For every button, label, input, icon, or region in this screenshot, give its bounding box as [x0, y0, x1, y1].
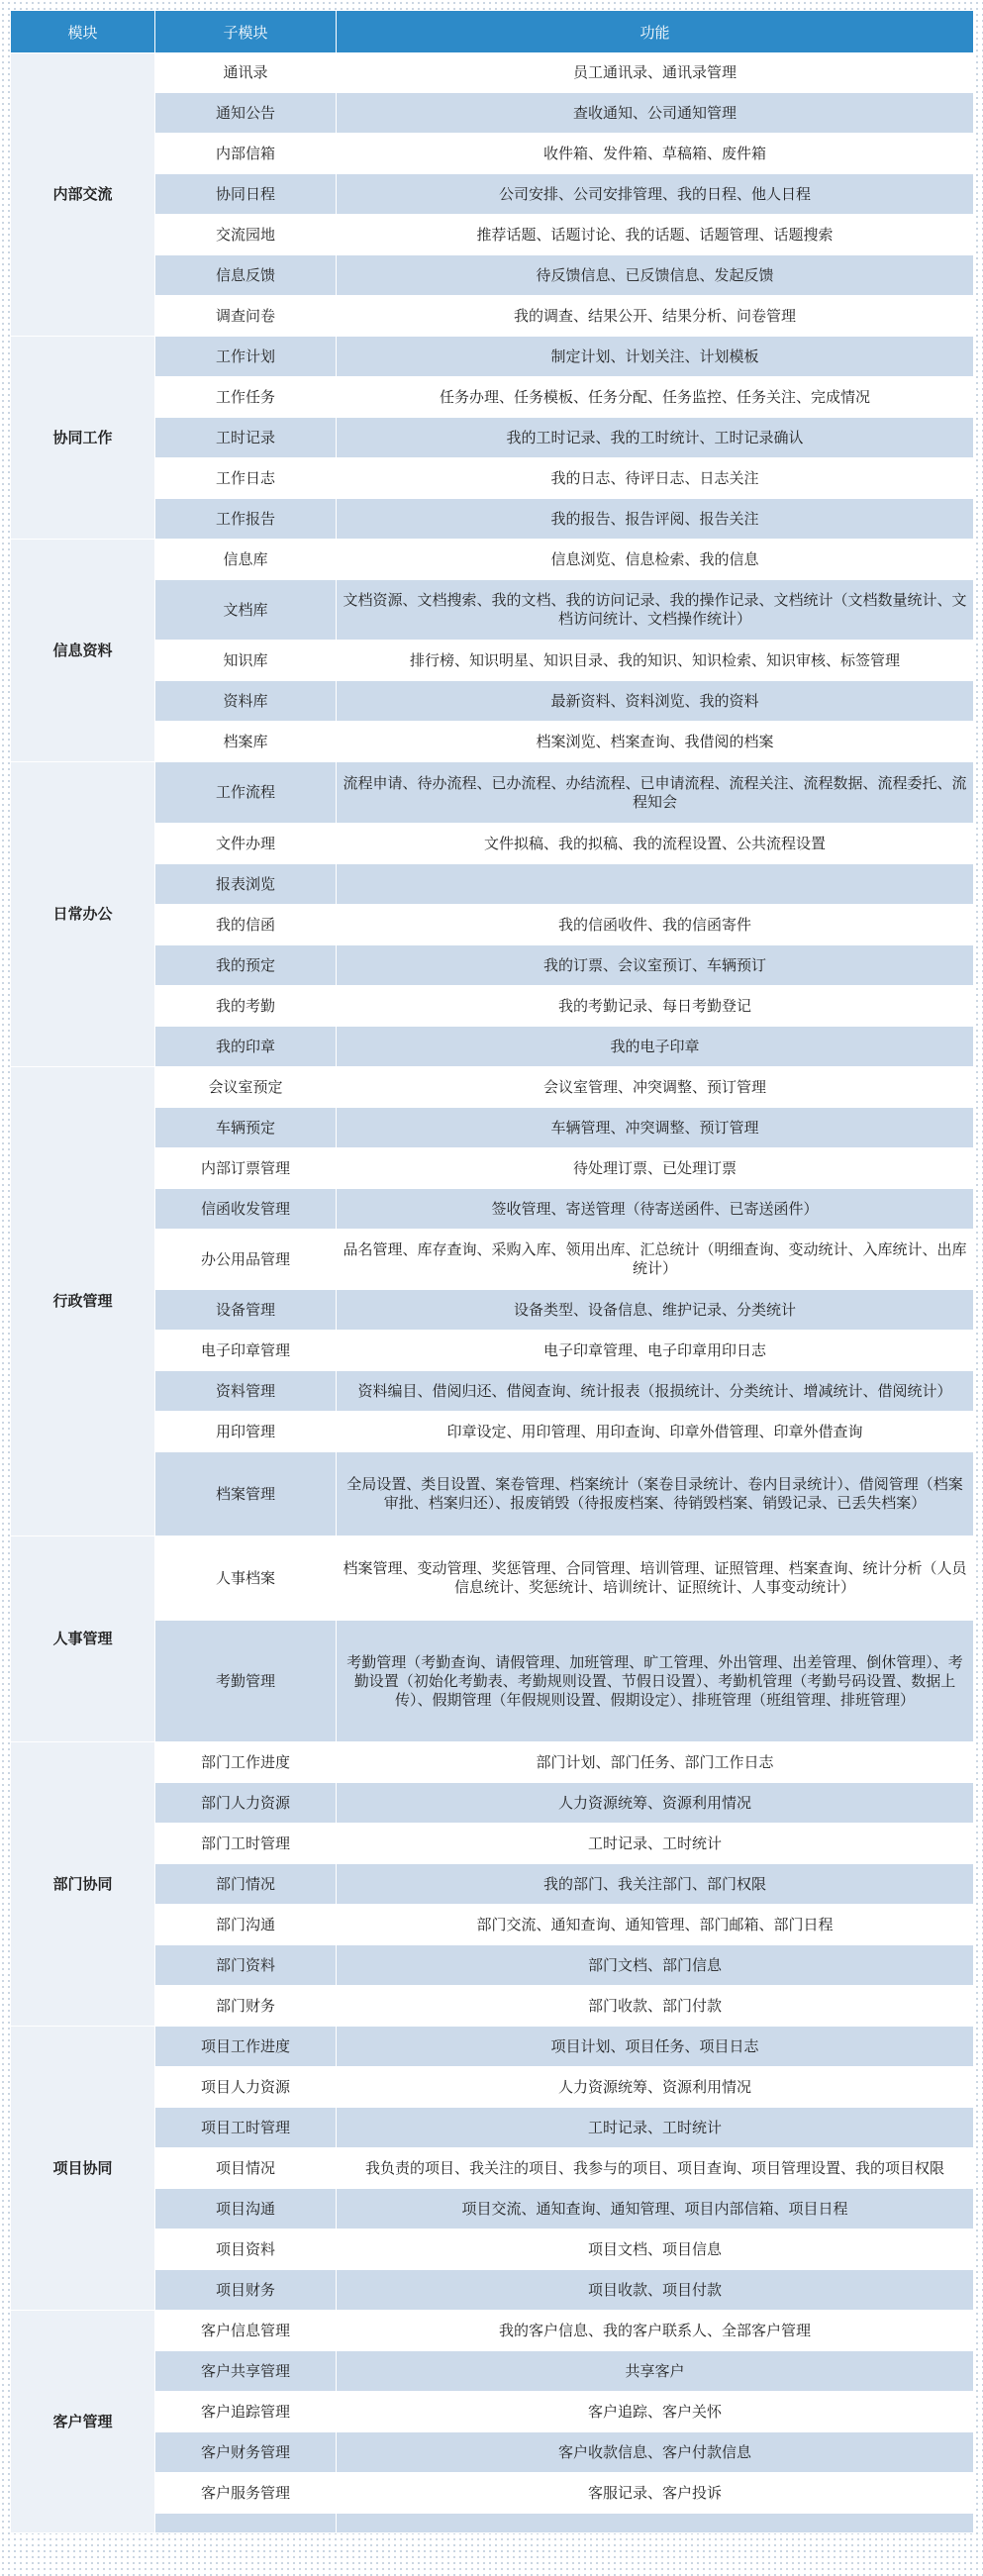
table-row: [11, 1905, 974, 1945]
function-cell: 收件箱、发件箱、草稿箱、废件箱: [337, 134, 974, 174]
submodule-cell: 文件办理: [155, 824, 337, 864]
function-cell: 我的订票、会议室预订、车辆预订: [337, 945, 974, 986]
table-row: [11, 215, 974, 255]
submodule-cell: 部门工时管理: [155, 1824, 337, 1864]
module-cell: 内部交流: [11, 53, 155, 337]
table-row: [11, 2229, 974, 2270]
function-cell: 档案浏览、档案查询、我借阅的档案: [337, 722, 974, 762]
function-cell: 我的工时记录、我的工时统计、工时记录确认: [337, 418, 974, 458]
function-cell: 部门交流、通知查询、通知管理、部门邮箱、部门日程: [337, 1905, 974, 1945]
function-cell: 客户追踪、客户关怀: [337, 2392, 974, 2432]
table-row: [11, 2027, 974, 2067]
table-row: [11, 864, 974, 905]
function-cell: 部门收款、部门付款: [337, 1986, 974, 2027]
function-cell: 客户收款信息、客户付款信息: [337, 2432, 974, 2473]
table-row: [11, 458, 974, 499]
function-cell: 我的报告、报告评阅、报告关注: [337, 499, 974, 540]
table-row: [11, 2108, 974, 2148]
table-row: [11, 93, 974, 134]
function-cell: 信息浏览、信息检索、我的信息: [337, 540, 974, 580]
function-cell: 我的电子印章: [337, 1027, 974, 1067]
function-cell: 客服记录、客户投诉: [337, 2473, 974, 2514]
submodule-cell: 部门资料: [155, 1945, 337, 1986]
submodule-cell: 项目沟通: [155, 2189, 337, 2229]
table-row: [11, 1621, 974, 1742]
submodule-cell: 项目资料: [155, 2229, 337, 2270]
table-row: [11, 824, 974, 864]
function-cell: 项目文档、项目信息: [337, 2229, 974, 2270]
function-cell: 项目收款、项目付款: [337, 2270, 974, 2311]
table-row: [11, 134, 974, 174]
submodule-cell: 设备管理: [155, 1290, 337, 1331]
table-row: [11, 641, 974, 681]
submodule-cell: 工作报告: [155, 499, 337, 540]
function-cell: 我负责的项目、我关注的项目、我参与的项目、项目查询、项目管理设置、我的项目权限: [337, 2148, 974, 2189]
table-row: [11, 2311, 974, 2351]
submodule-cell: 协同日程: [155, 174, 337, 215]
module-cell: 行政管理: [11, 1067, 155, 1536]
function-cell: 制定计划、计划关注、计划模板: [337, 337, 974, 377]
function-cell: 印章设定、用印管理、用印查询、印章外借管理、印章外借查询: [337, 1412, 974, 1452]
table-row: [11, 2067, 974, 2108]
table-row: [11, 580, 974, 641]
table-row: [11, 2473, 974, 2514]
table-row: [11, 2392, 974, 2432]
submodule-cell: 部门情况: [155, 1864, 337, 1905]
table-row: [11, 1986, 974, 2027]
submodule-cell: 客户追踪管理: [155, 2392, 337, 2432]
function-cell: 工时记录、工时统计: [337, 2108, 974, 2148]
table-row: [11, 1189, 974, 1230]
module-cell: 日常办公: [11, 762, 155, 1067]
table-row: [11, 337, 974, 377]
function-cell: 流程申请、待办流程、已办流程、办结流程、已申请流程、流程关注、流程数据、流程委托、流程知会: [337, 762, 974, 824]
submodule-cell: 客户信息管理: [155, 2311, 337, 2351]
submodule-cell: 办公用品管理: [155, 1230, 337, 1290]
function-cell: 文档资源、文档搜索、我的文档、我的访问记录、我的操作记录、文档统计（文档数量统计、文档访问统计、文档操作统计）: [337, 580, 974, 641]
submodule-cell: 人事档案: [155, 1536, 337, 1621]
table-row: [11, 296, 974, 337]
submodule-cell: 客户服务管理: [155, 2473, 337, 2514]
module-cell: 协同工作: [11, 337, 155, 540]
table-row: [11, 1290, 974, 1331]
submodule-cell: 客户共享管理: [155, 2351, 337, 2392]
function-cell: [337, 864, 974, 905]
submodule-cell: 电子印章管理: [155, 1331, 337, 1371]
function-cell: 考勤管理（考勤查询、请假管理、加班管理、旷工管理、外出管理、出差管理、倒休管理）、考勤设置（初始化考勤表、考勤规则设置、节假日设置）、考勤机管理（考勤号码设置、数据上传）、假期管理（年假规则设置、假期设定）、排班管理（班组管理、排班管理）: [337, 1621, 974, 1742]
table-row: [11, 2514, 974, 2533]
table-row: [11, 2189, 974, 2229]
table-row: [11, 2270, 974, 2311]
submodule-cell: 信函收发管理: [155, 1189, 337, 1230]
table-row: [11, 540, 974, 580]
table-row: [11, 1331, 974, 1371]
submodule-cell: [155, 2514, 337, 2533]
function-cell: 排行榜、知识明星、知识目录、我的知识、知识检索、知识审核、标签管理: [337, 641, 974, 681]
function-cell: 文件拟稿、我的拟稿、我的流程设置、公共流程设置: [337, 824, 974, 864]
submodule-cell: 部门财务: [155, 1986, 337, 2027]
function-cell: 工时记录、工时统计: [337, 1824, 974, 1864]
submodule-cell: 内部订票管理: [155, 1148, 337, 1189]
function-cell: 我的信函收件、我的信函寄件: [337, 905, 974, 945]
submodule-cell: 用印管理: [155, 1412, 337, 1452]
submodule-cell: 交流园地: [155, 215, 337, 255]
module-cell: 信息资料: [11, 540, 155, 762]
function-cell: 我的考勤记录、每日考勤登记: [337, 986, 974, 1027]
table-row: [11, 174, 974, 215]
submodule-cell: 通讯录: [155, 53, 337, 93]
table-row: [11, 53, 974, 93]
submodule-cell: 报表浏览: [155, 864, 337, 905]
function-cell: 部门文档、部门信息: [337, 1945, 974, 1986]
header-submodule: 子模块: [155, 11, 337, 53]
table-row: [11, 1412, 974, 1452]
submodule-cell: 信息库: [155, 540, 337, 580]
submodule-cell: 内部信箱: [155, 134, 337, 174]
submodule-cell: 我的预定: [155, 945, 337, 986]
function-cell: 签收管理、寄送管理（待寄送函件、已寄送函件）: [337, 1189, 974, 1230]
function-cell: 品名管理、库存查询、采购入库、领用出库、汇总统计（明细查询、变动统计、入库统计、出库统计）: [337, 1230, 974, 1290]
submodule-cell: 项目财务: [155, 2270, 337, 2311]
table-row: [11, 945, 974, 986]
table-row: [11, 986, 974, 1027]
submodule-cell: 部门工作进度: [155, 1742, 337, 1783]
function-cell: 档案管理、变动管理、奖惩管理、合同管理、培训管理、证照管理、档案查询、统计分析（人员信息统计、奖惩统计、培训统计、证照统计、人事变动统计）: [337, 1536, 974, 1621]
table-row: [11, 1148, 974, 1189]
function-cell: 我的日志、待评日志、日志关注: [337, 458, 974, 499]
submodule-cell: 工时记录: [155, 418, 337, 458]
table-row: [11, 255, 974, 296]
submodule-cell: 工作任务: [155, 377, 337, 418]
function-cell: 查收通知、公司通知管理: [337, 93, 974, 134]
function-cell: 待反馈信息、已反馈信息、发起反馈: [337, 255, 974, 296]
module-cell: 项目协同: [11, 2027, 155, 2311]
submodule-cell: 调查问卷: [155, 296, 337, 337]
submodule-cell: 档案管理: [155, 1452, 337, 1536]
module-cell: 部门协同: [11, 1742, 155, 2027]
table-row: [11, 1452, 974, 1536]
submodule-cell: 工作流程: [155, 762, 337, 824]
table-row: [11, 722, 974, 762]
submodule-cell: 文档库: [155, 580, 337, 641]
function-cell: 共享客户: [337, 2351, 974, 2392]
submodule-cell: 信息反馈: [155, 255, 337, 296]
module-cell: 客户管理: [11, 2311, 155, 2533]
table-row: [11, 1230, 974, 1290]
submodule-cell: 会议室预定: [155, 1067, 337, 1108]
submodule-cell: 工作计划: [155, 337, 337, 377]
submodule-cell: 资料管理: [155, 1371, 337, 1412]
function-cell: 我的客户信息、我的客户联系人、全部客户管理: [337, 2311, 974, 2351]
table-row: [11, 1108, 974, 1148]
table-row: [11, 1371, 974, 1412]
feature-table: [10, 10, 974, 2533]
function-cell: 人力资源统筹、资源利用情况: [337, 2067, 974, 2108]
submodule-cell: 我的考勤: [155, 986, 337, 1027]
table-row: [11, 1783, 974, 1824]
submodule-cell: 我的印章: [155, 1027, 337, 1067]
function-cell: 员工通讯录、通讯录管理: [337, 53, 974, 93]
module-cell: 人事管理: [11, 1536, 155, 1742]
submodule-cell: 项目人力资源: [155, 2067, 337, 2108]
table-row: [11, 681, 974, 722]
function-cell: 推荐话题、话题讨论、我的话题、话题管理、话题搜索: [337, 215, 974, 255]
function-cell: 我的调查、结果公开、结果分析、问卷管理: [337, 296, 974, 337]
submodule-cell: 通知公告: [155, 93, 337, 134]
table-row: [11, 2432, 974, 2473]
submodule-cell: 项目工作进度: [155, 2027, 337, 2067]
function-cell: 待处理订票、已处理订票: [337, 1148, 974, 1189]
table-row: [11, 905, 974, 945]
submodule-cell: 档案库: [155, 722, 337, 762]
table-row: [11, 1945, 974, 1986]
function-cell: 公司安排、公司安排管理、我的日程、他人日程: [337, 174, 974, 215]
function-cell: 任务办理、任务模板、任务分配、任务监控、任务关注、完成情况: [337, 377, 974, 418]
function-cell: 最新资料、资料浏览、我的资料: [337, 681, 974, 722]
submodule-cell: 资料库: [155, 681, 337, 722]
function-cell: 会议室管理、冲突调整、预订管理: [337, 1067, 974, 1108]
table-row: [11, 1536, 974, 1621]
submodule-cell: 车辆预定: [155, 1108, 337, 1148]
table-row: [11, 418, 974, 458]
function-cell: 部门计划、部门任务、部门工作日志: [337, 1742, 974, 1783]
table-row: [11, 2148, 974, 2189]
function-cell: 车辆管理、冲突调整、预订管理: [337, 1108, 974, 1148]
function-cell: 全局设置、类目设置、案卷管理、档案统计（案卷目录统计、卷内目录统计）、借阅管理（档案审批、档案归还）、报废销毁（待报废档案、待销毁档案、销毁记录、已丢失档案）: [337, 1452, 974, 1536]
table-row: [11, 1742, 974, 1783]
table-row: [11, 1067, 974, 1108]
function-cell: 人力资源统筹、资源利用情况: [337, 1783, 974, 1824]
feature-table-container: [10, 10, 973, 2533]
submodule-cell: 工作日志: [155, 458, 337, 499]
table-row: [11, 1027, 974, 1067]
submodule-cell: 部门人力资源: [155, 1783, 337, 1824]
table-header: [11, 11, 974, 53]
submodule-cell: 项目工时管理: [155, 2108, 337, 2148]
function-cell: 电子印章管理、电子印章用印日志: [337, 1331, 974, 1371]
submodule-cell: 部门沟通: [155, 1905, 337, 1945]
function-cell: 项目计划、项目任务、项目日志: [337, 2027, 974, 2067]
submodule-cell: 我的信函: [155, 905, 337, 945]
table-row: [11, 499, 974, 540]
submodule-cell: 客户财务管理: [155, 2432, 337, 2473]
function-cell: 设备类型、设备信息、维护记录、分类统计: [337, 1290, 974, 1331]
function-cell: 资料编目、借阅归还、借阅查询、统计报表（报损统计、分类统计、增减统计、借阅统计）: [337, 1371, 974, 1412]
function-cell: 项目交流、通知查询、通知管理、项目内部信箱、项目日程: [337, 2189, 974, 2229]
header-module: 模块: [11, 11, 155, 53]
table-row: [11, 2351, 974, 2392]
header-row: [11, 11, 974, 53]
table-row: [11, 1824, 974, 1864]
function-cell: [337, 2514, 974, 2533]
table-row: [11, 377, 974, 418]
table-row: [11, 762, 974, 824]
function-cell: 我的部门、我关注部门、部门权限: [337, 1864, 974, 1905]
submodule-cell: 知识库: [155, 641, 337, 681]
table-row: [11, 1864, 974, 1905]
header-function: 功能: [337, 11, 974, 53]
submodule-cell: 项目情况: [155, 2148, 337, 2189]
table-body: [11, 53, 974, 2533]
submodule-cell: 考勤管理: [155, 1621, 337, 1742]
